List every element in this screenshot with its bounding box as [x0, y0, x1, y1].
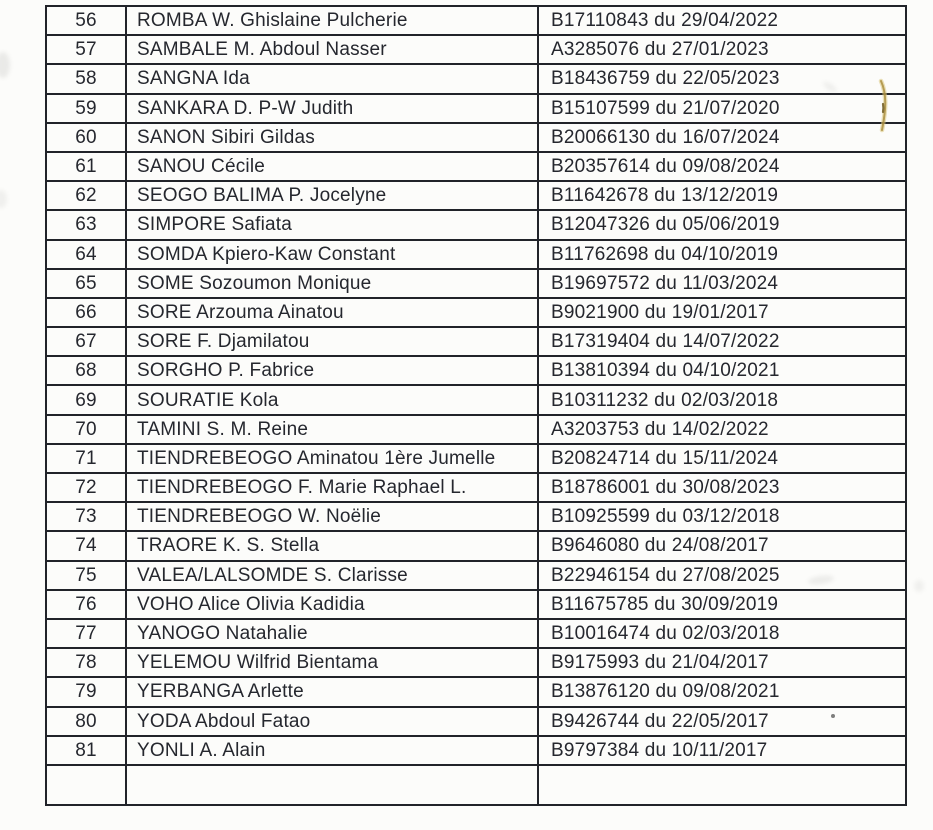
row-id-cell: B9426744 du 22/05/2017	[538, 707, 906, 736]
row-number-cell: 63	[46, 210, 126, 239]
row-number-cell: 75	[46, 561, 126, 590]
row-name-cell: SANKARA D. P-W Judith	[126, 94, 538, 123]
next-row-id-cell	[538, 765, 906, 805]
row-id-cell: B13876120 du 09/08/2021	[538, 677, 906, 706]
row-number-cell: 58	[46, 64, 126, 93]
row-id-cell: A3285076 du 27/01/2023	[538, 35, 906, 64]
row-id-cell: B20066130 du 16/07/2024	[538, 123, 906, 152]
row-id-cell: B20824714 du 15/11/2024	[538, 444, 906, 473]
table-row	[46, 707, 906, 736]
row-number-cell: 76	[46, 590, 126, 619]
row-name-cell: SANGNA Ida	[126, 64, 538, 93]
table-row	[46, 561, 906, 590]
table-row	[46, 619, 906, 648]
row-name-cell: SANON Sibiri Gildas	[126, 123, 538, 152]
row-id-cell: B18786001 du 30/08/2023	[538, 473, 906, 502]
row-number-cell: 62	[46, 181, 126, 210]
scan-smudge	[0, 52, 10, 78]
table-row	[46, 736, 906, 765]
row-name-cell: TIENDREBEOGO Aminatou 1ère Jumelle	[126, 444, 538, 473]
row-number-cell: 71	[46, 444, 126, 473]
row-id-cell: B11762698 du 04/10/2019	[538, 240, 906, 269]
row-number-cell: 70	[46, 415, 126, 444]
row-id-cell: B15107599 du 21/07/2020	[538, 94, 906, 123]
table-row	[46, 240, 906, 269]
table-row	[46, 35, 906, 64]
table-row	[46, 298, 906, 327]
row-id-cell: B9797384 du 10/11/2017	[538, 736, 906, 765]
row-name-cell: SORE F. Djamilatou	[126, 327, 538, 356]
row-id-cell: B12047326 du 05/06/2019	[538, 210, 906, 239]
row-name-cell: SORGHO P. Fabrice	[126, 356, 538, 385]
table-row	[46, 356, 906, 385]
scan-smudge	[0, 190, 7, 208]
row-id-cell: B17319404 du 14/07/2022	[538, 327, 906, 356]
row-number-cell: 61	[46, 152, 126, 181]
row-number-cell: 60	[46, 123, 126, 152]
row-number-cell: 59	[46, 94, 126, 123]
row-id-cell: B11675785 du 30/09/2019	[538, 590, 906, 619]
table-row	[46, 648, 906, 677]
row-name-cell: ROMBA W. Ghislaine Pulcherie	[126, 6, 538, 35]
table-row	[46, 123, 906, 152]
next-row-clipped	[46, 765, 906, 805]
row-id-cell: B10311232 du 02/03/2018	[538, 385, 906, 414]
row-id-cell: B18436759 du 22/05/2023	[538, 64, 906, 93]
row-number-cell: 79	[46, 677, 126, 706]
table-row	[46, 210, 906, 239]
row-id-cell: B9646080 du 24/08/2017	[538, 531, 906, 560]
row-number-cell: 69	[46, 385, 126, 414]
row-name-cell: YERBANGA Arlette	[126, 677, 538, 706]
row-id-cell: B9175993 du 21/04/2017	[538, 648, 906, 677]
table-row	[46, 327, 906, 356]
row-id-cell: B20357614 du 09/08/2024	[538, 152, 906, 181]
row-id-cell: B13810394 du 04/10/2021	[538, 356, 906, 385]
row-name-cell: TIENDREBEOGO W. Noëlie	[126, 502, 538, 531]
row-name-cell: YELEMOU Wilfrid Bientama	[126, 648, 538, 677]
row-number-cell: 77	[46, 619, 126, 648]
row-name-cell: VOHO Alice Olivia Kadidia	[126, 590, 538, 619]
table-row	[46, 531, 906, 560]
row-number-cell: 64	[46, 240, 126, 269]
row-number-cell: 57	[46, 35, 126, 64]
row-number-cell: 66	[46, 298, 126, 327]
row-name-cell: SEOGO BALIMA P. Jocelyne	[126, 181, 538, 210]
row-number-cell: 78	[46, 648, 126, 677]
next-row-num-cell	[46, 765, 126, 805]
table-row	[46, 590, 906, 619]
table-row	[46, 94, 906, 123]
row-number-cell: 56	[46, 6, 126, 35]
row-id-cell: B22946154 du 27/08/2025	[538, 561, 906, 590]
row-name-cell: TRAORE K. S. Stella	[126, 531, 538, 560]
table-row	[46, 415, 906, 444]
row-number-cell: 80	[46, 707, 126, 736]
table-row	[46, 6, 906, 35]
table-row	[46, 502, 906, 531]
row-id-cell: B19697572 du 11/03/2024	[538, 269, 906, 298]
row-name-cell: SANOU Cécile	[126, 152, 538, 181]
table-row	[46, 473, 906, 502]
row-name-cell: SIMPORE Safiata	[126, 210, 538, 239]
row-name-cell: YANOGO Natahalie	[126, 619, 538, 648]
row-name-cell: SOME Sozoumon Monique	[126, 269, 538, 298]
row-number-cell: 73	[46, 502, 126, 531]
table-row	[46, 385, 906, 414]
row-name-cell: SAMBALE M. Abdoul Nasser	[126, 35, 538, 64]
scan-smudge	[914, 580, 924, 592]
row-name-cell: TAMINI S. M. Reine	[126, 415, 538, 444]
row-name-cell: SORE Arzouma Ainatou	[126, 298, 538, 327]
row-id-cell: B10925599 du 03/12/2018	[538, 502, 906, 531]
row-name-cell: SOMDA Kpiero-Kaw Constant	[126, 240, 538, 269]
row-number-cell: 72	[46, 473, 126, 502]
row-name-cell: YODA Abdoul Fatao	[126, 707, 538, 736]
row-number-cell: 74	[46, 531, 126, 560]
table-row	[46, 444, 906, 473]
row-id-cell: B10016474 du 02/03/2018	[538, 619, 906, 648]
row-id-cell: B11642678 du 13/12/2019	[538, 181, 906, 210]
table-row	[46, 152, 906, 181]
table-row	[46, 64, 906, 93]
table-row	[46, 677, 906, 706]
row-name-cell: TIENDREBEOGO F. Marie Raphael L.	[126, 473, 538, 502]
registry-table	[45, 5, 907, 806]
row-name-cell: SOURATIE Kola	[126, 385, 538, 414]
row-number-cell: 65	[46, 269, 126, 298]
row-number-cell: 68	[46, 356, 126, 385]
row-id-cell: B17110843 du 29/04/2022	[538, 6, 906, 35]
table-row	[46, 181, 906, 210]
row-id-cell: A3203753 du 14/02/2022	[538, 415, 906, 444]
row-name-cell: YONLI A. Alain	[126, 736, 538, 765]
row-id-cell: B9021900 du 19/01/2017	[538, 298, 906, 327]
next-row-name-cell	[126, 765, 538, 805]
table-body	[46, 6, 906, 765]
row-number-cell: 81	[46, 736, 126, 765]
row-number-cell: 67	[46, 327, 126, 356]
row-name-cell: VALEA/LALSOMDE S. Clarisse	[126, 561, 538, 590]
table-row	[46, 269, 906, 298]
